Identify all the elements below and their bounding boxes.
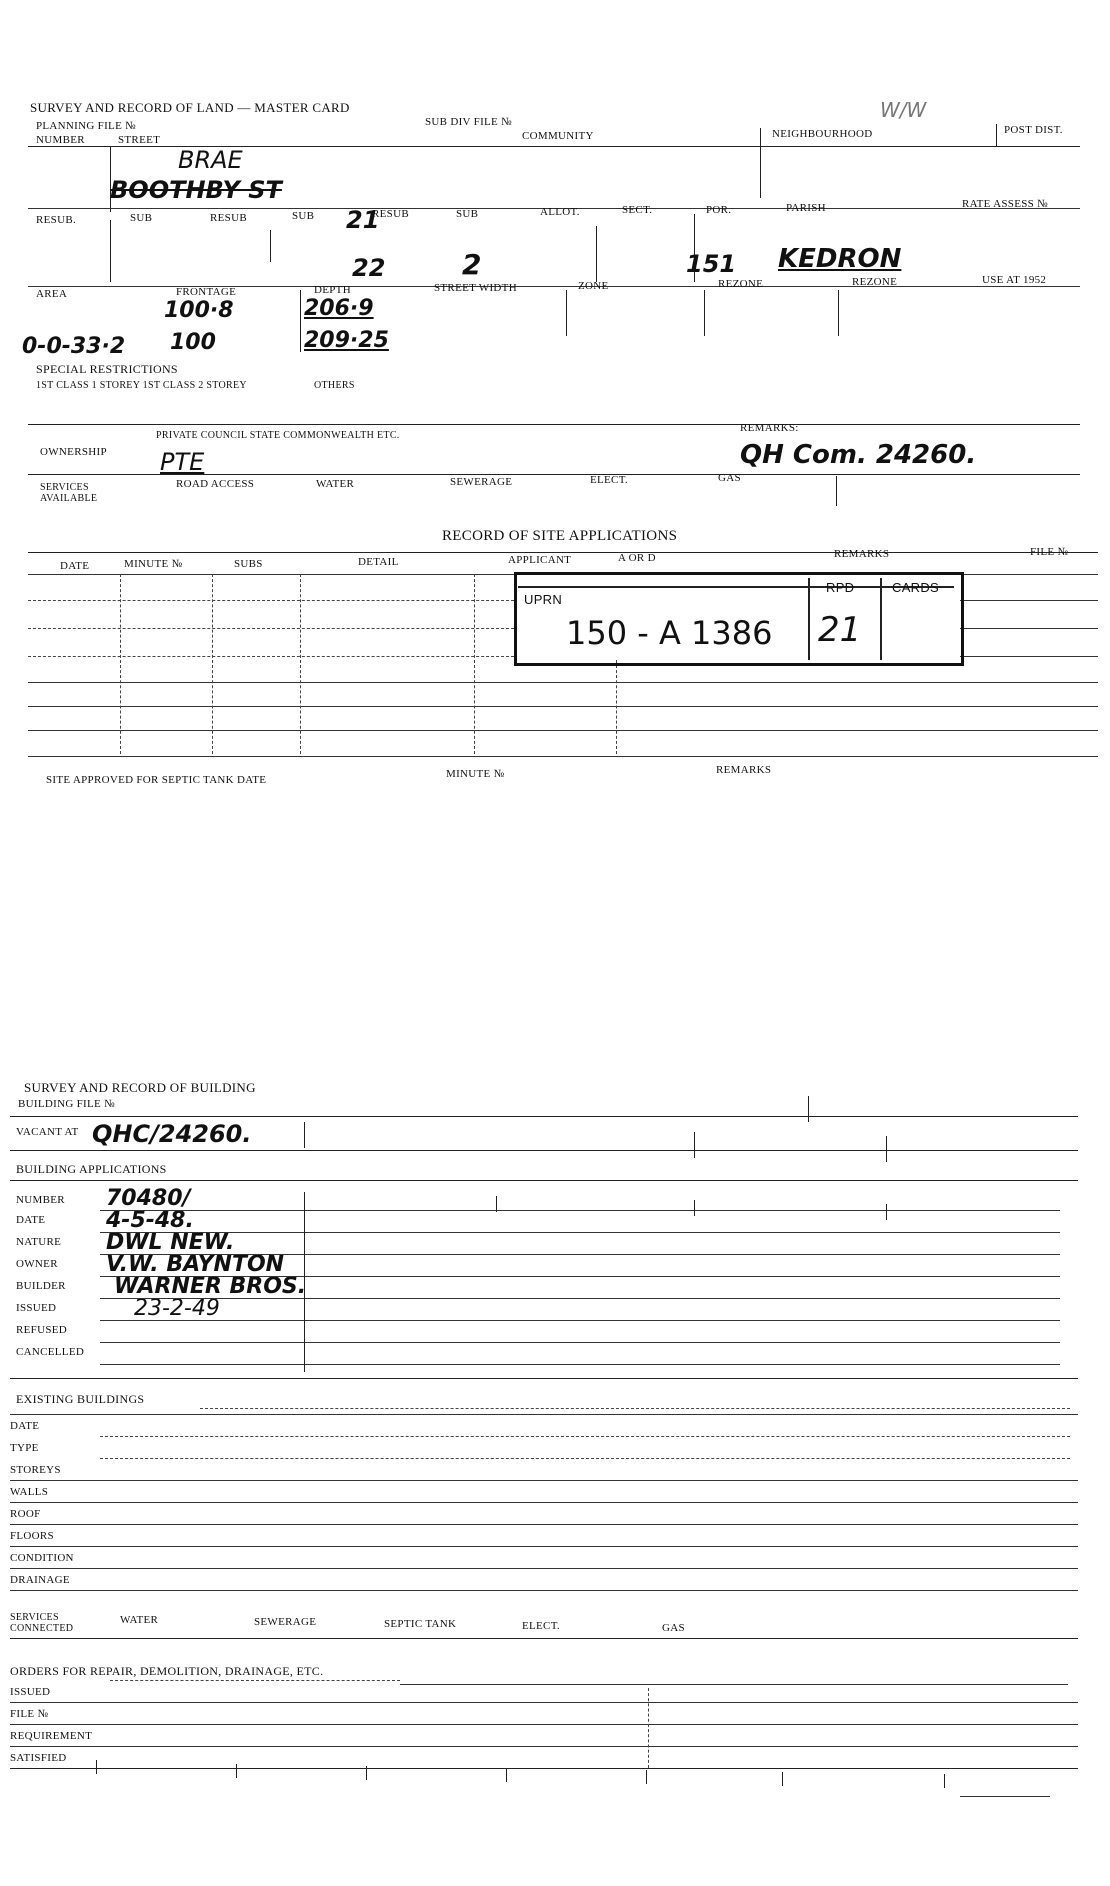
rule <box>28 600 514 601</box>
land-card-title: SURVEY AND RECORD OF LAND — MASTER CARD <box>30 100 350 115</box>
rule <box>28 552 1098 553</box>
rule <box>120 574 121 754</box>
services-connected-label: SERVICES CONNECTED <box>10 1612 74 1634</box>
septic-approval-label: SITE APPROVED FOR SEPTIC TANK DATE <box>46 774 267 786</box>
depth-handwritten-2: 209·25 <box>304 328 389 353</box>
sub-label-3: SUB <box>456 208 479 220</box>
rule <box>996 124 997 146</box>
number-label: NUMBER <box>16 1194 65 1206</box>
number-handwritten: 70480/ <box>106 1186 191 1211</box>
community-label: COMMUNITY <box>522 130 594 142</box>
planning-file-label: PLANNING FILE № <box>36 120 136 132</box>
rule <box>28 628 514 629</box>
satisfied-label: SATISFIED <box>10 1752 67 1764</box>
rule <box>100 1364 1060 1365</box>
rule <box>10 1180 1078 1181</box>
rule <box>960 656 1098 657</box>
rule <box>960 1796 1050 1797</box>
owner-label: OWNER <box>16 1258 58 1270</box>
uprn-label: UPRN <box>524 592 563 607</box>
requirement-label: REQUIREMENT <box>10 1730 93 1742</box>
rule <box>760 128 761 198</box>
water-label: WATER <box>316 478 355 490</box>
special-restrictions-label: SPECIAL RESTRICTIONS <box>36 362 178 376</box>
nature-label: NATURE <box>16 1236 62 1248</box>
subs-col-label: SUBS <box>234 558 263 570</box>
rule <box>28 730 1098 731</box>
rule <box>960 600 1098 601</box>
rule <box>10 1546 1078 1547</box>
existing-row-label: CONDITION <box>10 1552 74 1564</box>
rule <box>400 1684 1068 1685</box>
rule <box>10 1502 1078 1503</box>
rule <box>100 1458 1070 1459</box>
vacant-at-label: VACANT AT <box>16 1126 79 1138</box>
building-card-title: SURVEY AND RECORD OF BUILDING <box>24 1080 256 1095</box>
file-no-order-label: FILE № <box>10 1708 49 1720</box>
existing-row-label: ROOF <box>10 1508 41 1520</box>
number-label: NUMBER <box>36 134 85 146</box>
rule <box>10 1568 1078 1569</box>
detail-col-label: DETAIL <box>358 556 399 568</box>
services-available-label: SERVICES AVAILABLE <box>40 482 98 504</box>
issued-order-label: ISSUED <box>10 1686 51 1698</box>
rule <box>960 628 1098 629</box>
elect-conn-label: ELECT. <box>522 1620 560 1632</box>
gas-label: GAS <box>718 472 741 484</box>
rule <box>10 1768 1078 1769</box>
street-width-label: STREET WIDTH <box>434 282 517 294</box>
rule <box>100 1436 1070 1437</box>
rule <box>300 290 301 352</box>
others-label: OTHERS <box>314 380 355 391</box>
depth-label: DEPTH <box>314 284 351 296</box>
owner-handwritten: V.W. BAYNTON <box>106 1252 285 1277</box>
area-handwritten: 0-0-33·2 <box>22 334 126 359</box>
nature-handwritten: DWL NEW. <box>106 1230 235 1255</box>
frontage-handwritten-2: 100 <box>170 330 216 355</box>
rule <box>648 1688 649 1768</box>
date-col-label: DATE <box>60 560 90 572</box>
vacant-at-handwritten: QHC/24260. <box>92 1120 252 1148</box>
resub-21-handwritten: 21 <box>346 206 380 234</box>
sub-div-file-label: SUB DIV FILE № <box>425 116 512 128</box>
allot-label: ALLOT. <box>540 206 580 218</box>
rule <box>808 1096 809 1122</box>
existing-buildings-label: EXISTING BUILDINGS <box>16 1392 145 1406</box>
rule <box>596 226 597 282</box>
date-label: DATE <box>16 1214 46 1226</box>
elect-label: ELECT. <box>590 474 628 486</box>
frontage-handwritten: 100·8 <box>164 298 234 323</box>
sub-label-2: SUB <box>292 210 315 222</box>
rule <box>100 1232 1060 1233</box>
sewerage-conn-label: SEWERAGE <box>254 1616 317 1628</box>
issued-label: ISSUED <box>16 1302 57 1314</box>
septic-tank-conn-label: SEPTIC TANK <box>384 1618 457 1630</box>
rule <box>270 230 271 262</box>
rule <box>28 424 1080 425</box>
record-of-site-applications-label: RECORD OF SITE APPLICATIONS <box>442 528 678 544</box>
sub-label: SUB <box>130 212 153 224</box>
rule <box>28 656 514 657</box>
uprn-value: 150 - A 1386 <box>566 614 773 652</box>
existing-row-label: DRAINAGE <box>10 1574 70 1586</box>
rule <box>110 220 111 282</box>
street-label: STREET <box>118 134 161 146</box>
remarks-col-label: REMARKS <box>834 548 890 560</box>
a-or-d-col-label: A OR D <box>618 552 656 564</box>
existing-row-label: DATE <box>10 1420 40 1432</box>
rule <box>836 476 837 506</box>
rezone-label: REZONE <box>718 278 764 290</box>
rule <box>28 474 1080 475</box>
rule <box>10 1702 1078 1703</box>
remarks-label: REMARKS: <box>740 422 799 434</box>
rule <box>100 1320 1060 1321</box>
rule <box>474 574 475 754</box>
rule <box>100 1276 1060 1277</box>
rule <box>304 1192 305 1372</box>
rule <box>886 1136 887 1162</box>
building-applications-label: BUILDING APPLICATIONS <box>16 1162 167 1176</box>
rule <box>782 1772 783 1786</box>
post-dist-label: POST DIST. <box>1004 124 1063 136</box>
septic-minute-label: MINUTE № <box>446 768 505 780</box>
minute-no-col-label: MINUTE № <box>124 558 183 570</box>
neighbourhood-label: NEIGHBOURHOOD <box>772 128 873 140</box>
rule <box>694 1132 695 1158</box>
por-label: POR. <box>706 204 732 216</box>
rule <box>236 1764 237 1778</box>
rule <box>212 574 213 754</box>
rule <box>646 1770 647 1784</box>
rpd-label: RPD <box>826 580 855 595</box>
rpd-value: 21 <box>818 610 862 650</box>
use-at-label: USE AT 1952 <box>982 274 1047 286</box>
builder-handwritten: WARNER BROS. <box>114 1274 307 1299</box>
existing-row-label: STOREYS <box>10 1464 61 1476</box>
frontage-label: FRONTAGE <box>176 286 237 298</box>
remarks-handwritten: QH Com. 24260. <box>740 440 977 470</box>
rate-assess-label: RATE ASSESS № <box>962 198 1048 210</box>
refused-label: REFUSED <box>16 1324 67 1336</box>
ownership-types-label: PRIVATE COUNCIL STATE COMMONWEALTH ETC. <box>156 430 400 441</box>
por-151-handwritten: 151 <box>686 250 737 278</box>
file-no-col-label: FILE № <box>1030 546 1069 558</box>
rule <box>10 1480 1078 1481</box>
rule <box>110 1680 400 1681</box>
building-file-label: BUILDING FILE № <box>18 1098 115 1110</box>
ownership-handwritten: PTE <box>160 448 205 476</box>
rule <box>366 1766 367 1780</box>
rule <box>10 1116 1078 1117</box>
street-handwritten-1: BRAE <box>178 146 243 174</box>
rule <box>10 1414 1078 1415</box>
rule <box>838 290 839 336</box>
rule <box>944 1774 945 1788</box>
rule <box>496 1196 497 1212</box>
rule <box>566 290 567 336</box>
ownership-label: OWNERSHIP <box>40 446 107 458</box>
rule <box>10 1524 1078 1525</box>
water-conn-label: WATER <box>120 1614 159 1626</box>
zone-label: ZONE <box>578 280 609 292</box>
area-label: AREA <box>36 288 68 300</box>
rule <box>28 756 1098 757</box>
rule <box>100 1254 1060 1255</box>
rule <box>300 574 301 754</box>
resub-label: RESUB. <box>36 214 77 226</box>
parish-label: PARISH <box>786 202 826 214</box>
resub-22-handwritten: 22 <box>352 254 386 282</box>
existing-row-label: TYPE <box>10 1442 39 1454</box>
existing-row-label: FLOORS <box>10 1530 54 1542</box>
rule <box>200 1408 1070 1409</box>
rule <box>100 1342 1060 1343</box>
street-handwritten-2: BOOTHBY ST <box>110 176 282 204</box>
rule <box>808 578 810 660</box>
applicant-col-label: APPLICANT <box>508 554 572 566</box>
cards-label: CARDS <box>892 580 940 595</box>
sect-label: SECT. <box>622 204 653 216</box>
rule <box>10 1746 1078 1747</box>
rule <box>694 1200 695 1216</box>
sewerage-label: SEWERAGE <box>450 476 513 488</box>
septic-remarks-label: REMARKS <box>716 764 772 776</box>
sub-2-handwritten: 2 <box>462 248 482 281</box>
rezone-label-2: REZONE <box>852 276 898 288</box>
class-storey-label: 1ST CLASS 1 STOREY 1ST CLASS 2 STOREY <box>36 380 247 391</box>
existing-row-label: WALLS <box>10 1486 49 1498</box>
rule <box>10 1724 1078 1725</box>
rule <box>96 1760 97 1774</box>
rule <box>10 1590 1078 1591</box>
parish-handwritten: KEDRON <box>778 244 902 274</box>
rule <box>506 1768 507 1782</box>
resub-label-2: RESUB <box>210 212 247 224</box>
depth-handwritten-1: 206·9 <box>304 296 374 321</box>
rule <box>10 1378 1078 1379</box>
rule <box>518 586 954 588</box>
road-access-label: ROAD ACCESS <box>176 478 255 490</box>
resub-label-3: RESUB <box>372 208 409 220</box>
issued-handwritten: 23-2-49 <box>134 1296 220 1321</box>
rule <box>304 1122 305 1148</box>
top-right-scrawl: W/W <box>880 98 927 122</box>
rule <box>10 1638 1078 1639</box>
rule <box>28 682 1098 683</box>
rule <box>100 1210 1060 1211</box>
rule <box>616 660 617 754</box>
rule <box>100 1298 1060 1299</box>
builder-label: BUILDER <box>16 1280 66 1292</box>
orders-label: ORDERS FOR REPAIR, DEMOLITION, DRAINAGE, ETC. <box>10 1664 324 1678</box>
rule <box>28 706 1098 707</box>
date-handwritten: 4-5-48. <box>106 1208 194 1233</box>
gas-conn-label: GAS <box>662 1622 685 1634</box>
rule <box>10 1150 1078 1151</box>
rule <box>880 578 882 660</box>
rule <box>886 1204 887 1220</box>
rule <box>704 290 705 336</box>
cancelled-label: CANCELLED <box>16 1346 85 1358</box>
